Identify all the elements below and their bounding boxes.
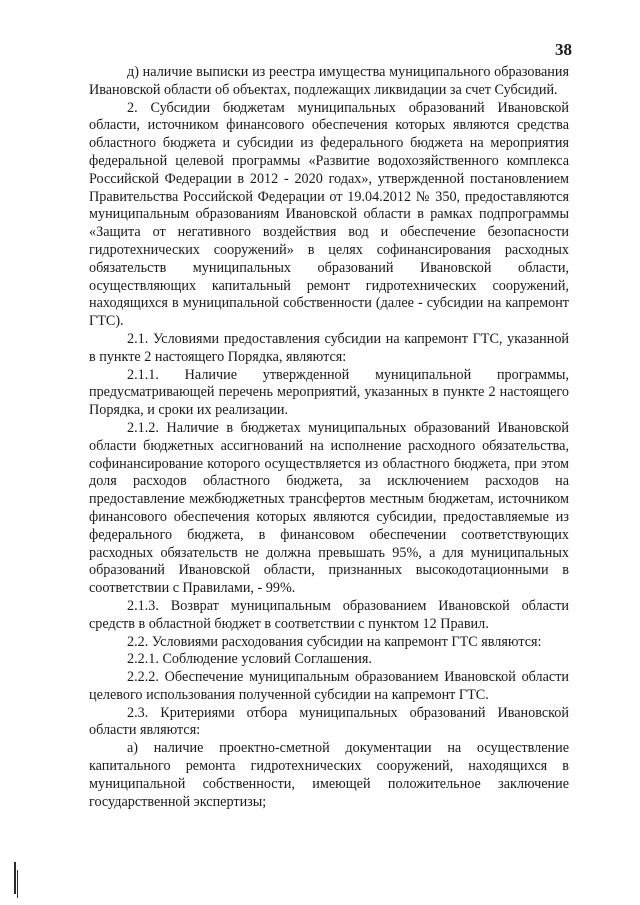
paragraph-2-1-conditions: 2.1. Условиями предоставления субсидии на капремонт ГТС, указанной в пункте 2 настоящего Порядка, являются: bbox=[89, 330, 569, 365]
paragraph-2-1-1-program: 2.1.1. Наличие утвержденной муниципальной программы, предусматривающей перечень мероприятий, указанных в пункте 2 настоящего Порядка, и сроки их реализации. bbox=[89, 366, 569, 419]
paragraph-2-2-1-agreement: 2.2.1. Соблюдение условий Соглашения. bbox=[127, 651, 372, 668]
page-number: 38 bbox=[555, 40, 572, 59]
paragraph-2-3-criteria: 2.3. Критериями отбора муниципальных образований Ивановской области являются: bbox=[89, 704, 569, 739]
paragraph-2-1-2-budget: 2.1.2. Наличие в бюджетах муниципальных образований Ивановской области бюджетных ассигнований на исполнение расходного обязательства, софинансирование которого осуществляется из областного бюджета, при этом доля расходов областного бюджета, за исключением расходов на предоставление межбюджетных трансфертов местным бюджетам, источником финансового обеспечения которых являются субсидии, предоставляемые из федерального бюджета, в финансовом обеспечении соответствующих расходных обязательств не должна превышать 95%, а для муниципальных образований Ивановской области, признанных высокодотационными в соответствии с Правилами, - 99%. bbox=[89, 419, 569, 597]
paragraph-d-registry-extract: д) наличие выписки из реестра имущества муниципального образования Ивановской области об объектах, подлежащих ликвидации за счет Субсидий. bbox=[89, 64, 569, 98]
scan-edge-mark bbox=[14, 862, 16, 894]
scan-edge-mark bbox=[17, 870, 18, 898]
paragraph-2-2-spending-conditions: 2.2. Условиями расходования субсидии на капремонт ГТС являются: bbox=[127, 633, 542, 650]
paragraph-a-documentation: а) наличие проектно-сметной документации на осуществление капитального ремонта гидротехнических сооружений, находящихся в муниципальной собственности, имеющей положительное заключение государственной экспертизы; bbox=[89, 740, 569, 810]
paragraph-2-1-3-refund: 2.1.3. Возврат муниципальным образованием Ивановской области средств в областной бюджет в соответствии с пунктом 12 Правил. bbox=[89, 597, 569, 632]
paragraph-2-subsidies: 2. Субсидии бюджетам муниципальных образований Ивановской области, источником финансового обеспечения которых являются средства областного бюджета и субсидии из федерального бюджета на мероприятия федеральной целевой программы «Развитие водохозяйственного комплекса Российской Федерации в 2012 - 2020 годах», утвержденной постановлением Правительства Российской Федерации от 19.04.2012 № 350, предоставляются муниципальным образованиям Ивановской области в рамках подпрограммы «Защита от негативного воздействия вод и обеспечение безопасности гидротехнических сооружений» в целях софинансирования расходных обязательств муниципальных образований Ивановской области, осуществляющих капитальный ремонт гидротехнических сооружений, находящихся в муниципальной собственности (далее - субсидии на капремонт ГТС). bbox=[89, 99, 569, 330]
document-body bbox=[89, 64, 569, 811]
paragraph-2-2-2-target-use: 2.2.2. Обеспечение муниципальным образованием Ивановской области целевого использования полученной субсидии на капремонт ГТС. bbox=[89, 669, 569, 703]
